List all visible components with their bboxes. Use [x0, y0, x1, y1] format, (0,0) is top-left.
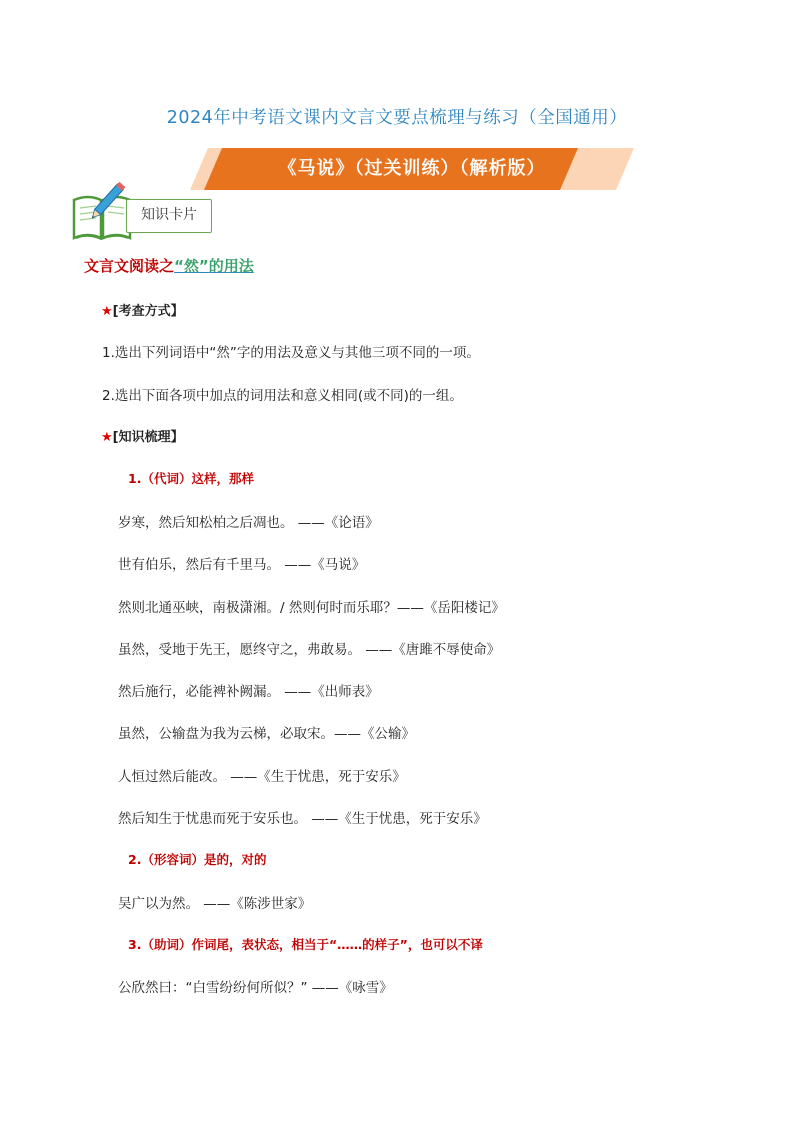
section-heading: [84, 255, 254, 276]
book-pencil-icon: [70, 182, 134, 242]
document-title: 2024年中考语文课内文言文要点梳理与练习（全国通用）: [166, 108, 628, 128]
exam-method-item: 2.选出下面各项中加点的词用法和意义相同(或不同)的一组。: [102, 388, 463, 404]
example-line: 公欣然曰：“白雪纷纷何所似？” ——《咏雪》: [118, 980, 393, 996]
title-banner: [190, 148, 634, 190]
example-line: 世有伯乐，然后有千里马。 ——《马说》: [118, 557, 366, 573]
star-icon: ★: [101, 430, 113, 445]
example-line: 然后知生于忧患而死于安乐也。 ——《生于忧患，死于安乐》: [118, 811, 487, 827]
example-line: 人恒过然后能改。 ——《生于忧患，死于安乐》: [118, 769, 406, 785]
usage-heading: 1.（代词）这样，那样: [128, 471, 254, 486]
example-line: 然后施行，必能裨补阙漏。 ——《出师表》: [118, 684, 379, 700]
exam-methods-heading: [101, 300, 184, 319]
usage-heading: 2.（形容词）是的，对的: [128, 852, 267, 867]
exam-methods-title: [考查方式】: [112, 304, 184, 319]
example-line: 吴广以为然。 ——《陈涉世家》: [118, 896, 312, 912]
knowledge-heading: [101, 426, 184, 445]
exam-method-item: 1.选出下列词语中“然”字的用法及意义与其他三项不同的一项。: [102, 345, 480, 361]
example-line: 虽然，受地于先王，愿终守之，弗敢易。 ——《唐雎不辱使命》: [118, 642, 501, 658]
section-heading-quoted: “然”: [174, 257, 209, 275]
knowledge-card-label: 知识卡片: [126, 199, 212, 233]
section-heading-prefix: 文言文阅读之: [84, 257, 175, 275]
example-line: 虽然，公输盘为我为云梯，必取宋。——《公输》: [118, 726, 415, 742]
banner-title: 《马说》（过关训练）（解析版）: [278, 158, 546, 179]
example-line: 然则北通巫峡，南极潇湘。/ 然则何时而乐耶？——《岳阳楼记》: [118, 600, 505, 616]
example-line: 岁寒，然后知松柏之后凋也。 ——《论语》: [118, 515, 379, 531]
knowledge-title: [知识梳理】: [112, 430, 184, 445]
usage-heading: 3.（助词）作词尾，表状态，相当于“……的样子”，也可以不译: [128, 937, 483, 952]
section-heading-suffix: 的用法: [208, 257, 254, 275]
star-icon: ★: [101, 304, 113, 319]
